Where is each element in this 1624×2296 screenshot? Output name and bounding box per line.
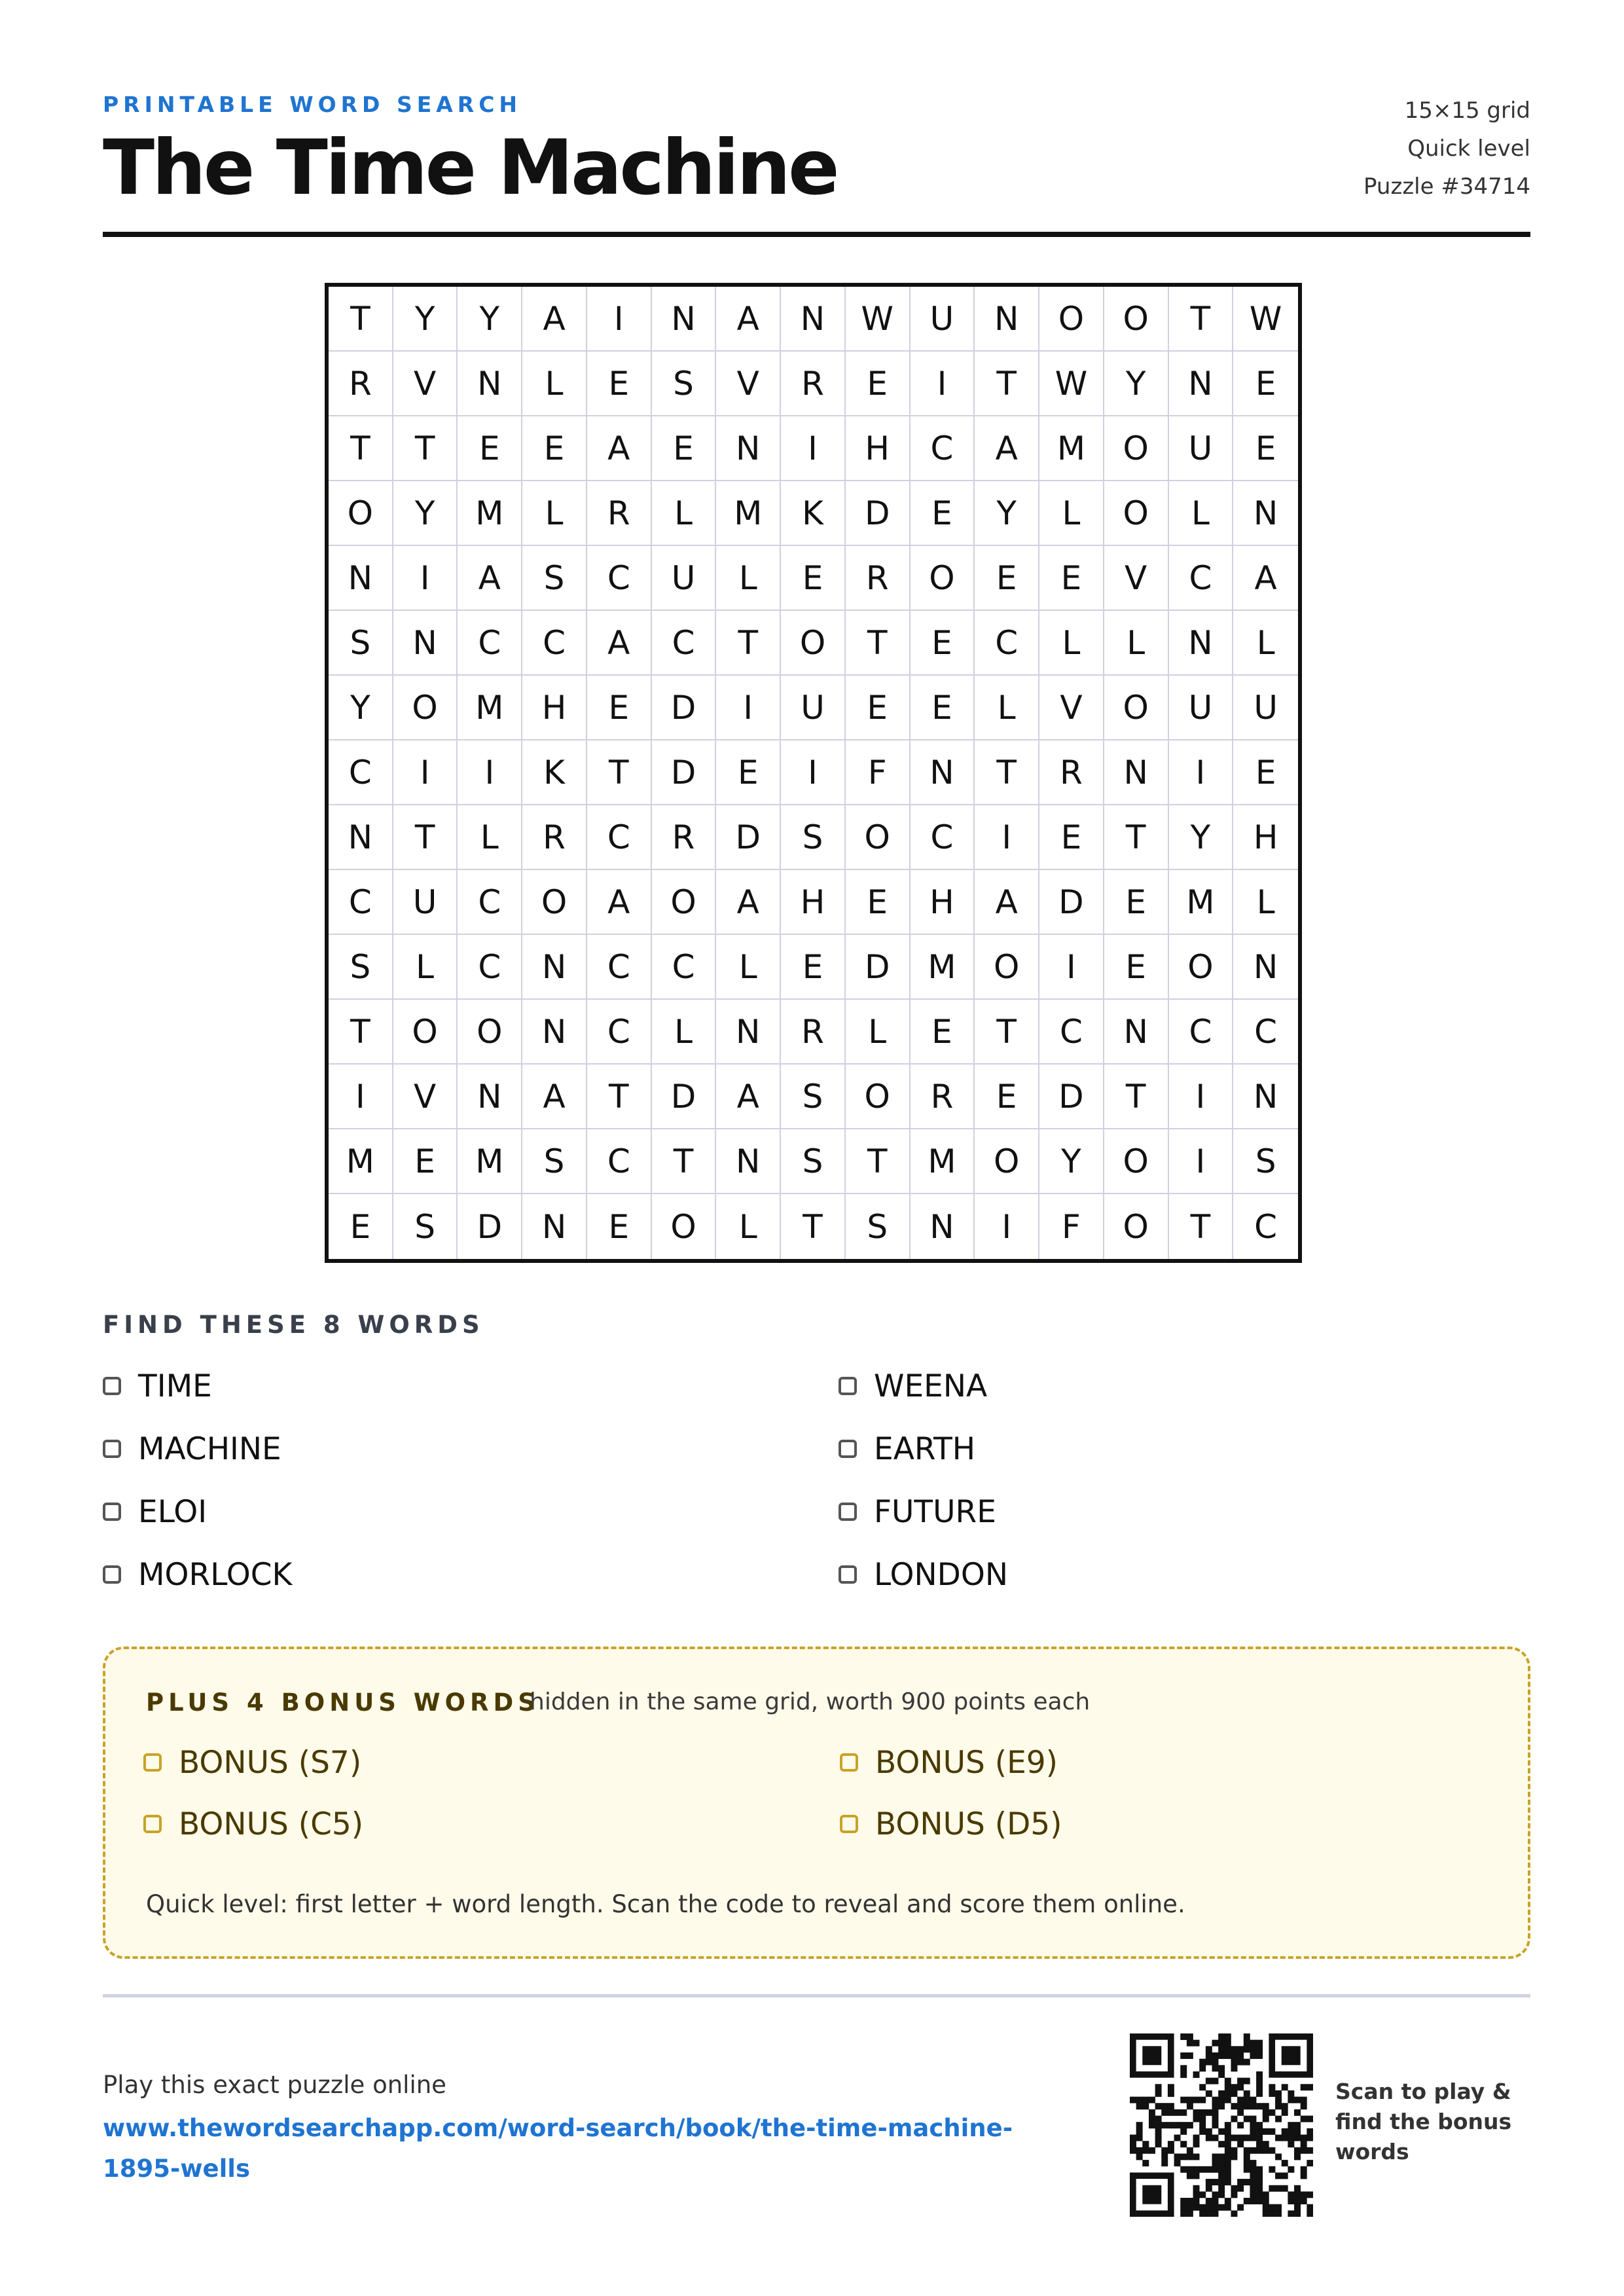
grid-cell[interactable]: M — [716, 481, 781, 546]
grid-cell[interactable]: U — [781, 676, 846, 740]
header — [103, 92, 1530, 237]
grid-cell[interactable]: R — [781, 352, 846, 416]
grid-cell[interactable]: Y — [1169, 805, 1234, 870]
grid-cell[interactable]: C — [1169, 546, 1234, 611]
checkbox-icon[interactable] — [839, 1440, 857, 1458]
grid-cell[interactable]: Y — [975, 481, 1039, 546]
grid-cell[interactable]: L — [652, 1000, 717, 1065]
word-item[interactable] — [839, 1426, 975, 1472]
grid-cell[interactable]: N — [1233, 935, 1298, 1000]
grid-cell[interactable]: R — [522, 805, 587, 870]
grid-cell[interactable]: M — [1039, 416, 1104, 481]
grid-cell[interactable]: A — [716, 287, 781, 352]
grid-cell[interactable]: E — [393, 1129, 458, 1194]
grid-cell[interactable]: T — [329, 1000, 393, 1065]
grid-cell[interactable]: D — [458, 1194, 522, 1259]
grid-cell[interactable]: N — [393, 611, 458, 676]
grid-cell[interactable]: T — [846, 1129, 911, 1194]
grid-cell[interactable]: W — [1233, 287, 1298, 352]
grid-cell[interactable]: E — [781, 935, 846, 1000]
grid-cell[interactable]: N — [522, 935, 587, 1000]
kicker: PRINTABLE WORD SEARCH — [103, 92, 522, 117]
grid-cell[interactable]: O — [458, 1000, 522, 1065]
grid-cell[interactable]: V — [1039, 676, 1104, 740]
grid-cell[interactable]: I — [329, 1065, 393, 1129]
grid-cell[interactable]: U — [1169, 676, 1234, 740]
grid-cell[interactable]: E — [458, 416, 522, 481]
grid-cell[interactable]: I — [781, 740, 846, 805]
grid-cell[interactable]: E — [846, 352, 911, 416]
word-label: EARTH — [874, 1430, 976, 1467]
grid-cell[interactable]: C — [652, 611, 717, 676]
grid-cell[interactable]: E — [846, 676, 911, 740]
grid-cell[interactable]: C — [458, 611, 522, 676]
grid-cell[interactable]: V — [393, 1065, 458, 1129]
header-rule — [103, 232, 1530, 237]
grid-cell[interactable]: L — [393, 935, 458, 1000]
grid-cell[interactable]: R — [652, 805, 717, 870]
grid-cell[interactable]: T — [393, 416, 458, 481]
grid-cell[interactable]: I — [975, 1194, 1039, 1259]
grid-cell[interactable]: S — [781, 1129, 846, 1194]
word-label: TIME — [138, 1368, 212, 1404]
word-item[interactable] — [839, 1489, 996, 1535]
grid-cell[interactable]: N — [1169, 611, 1234, 676]
grid-cell[interactable]: M — [911, 935, 975, 1000]
find-heading: FIND THESE 8 WORDS — [103, 1311, 484, 1339]
grid-cell[interactable]: O — [1104, 416, 1169, 481]
qr-code[interactable] — [1130, 2033, 1313, 2217]
grid-cell[interactable]: C — [587, 805, 652, 870]
word-item[interactable] — [103, 1426, 281, 1472]
grid-cell[interactable]: O — [846, 1065, 911, 1129]
grid-cell[interactable]: U — [393, 870, 458, 935]
grid-cell[interactable]: I — [393, 740, 458, 805]
level: Quick level — [1407, 136, 1530, 162]
grid-cell[interactable]: T — [587, 740, 652, 805]
grid-cell[interactable]: L — [716, 935, 781, 1000]
grid-cell[interactable]: E — [1039, 546, 1104, 611]
grid-cell[interactable]: T — [781, 1194, 846, 1259]
checkbox-icon[interactable] — [839, 1565, 857, 1584]
grid-cell[interactable]: C — [458, 935, 522, 1000]
grid-cell[interactable]: L — [1169, 481, 1234, 546]
bonus-item[interactable] — [143, 1801, 363, 1847]
puzzle-number: Puzzle #34714 — [1363, 173, 1530, 200]
grid-cell[interactable]: M — [458, 676, 522, 740]
grid-cell[interactable]: C — [458, 870, 522, 935]
grid-cell[interactable]: O — [1104, 1194, 1169, 1259]
grid-cell[interactable]: L — [1104, 611, 1169, 676]
grid-cell[interactable]: C — [652, 935, 717, 1000]
grid-cell[interactable]: C — [1233, 1000, 1298, 1065]
word-label: LONDON — [874, 1556, 1009, 1593]
grid-cell[interactable]: E — [781, 546, 846, 611]
grid-cell[interactable]: T — [587, 1065, 652, 1129]
grid-cell[interactable]: L — [522, 481, 587, 546]
grid-cell[interactable]: N — [716, 1000, 781, 1065]
grid-cell[interactable]: O — [522, 870, 587, 935]
grid-cell[interactable]: N — [1104, 740, 1169, 805]
grid-cell[interactable]: U — [1233, 676, 1298, 740]
grid-cell[interactable]: N — [716, 1129, 781, 1194]
grid-cell[interactable]: O — [393, 1000, 458, 1065]
grid-cell[interactable]: U — [911, 287, 975, 352]
grid-cell[interactable]: N — [458, 1065, 522, 1129]
grid-cell[interactable]: T — [652, 1129, 717, 1194]
grid-cell[interactable]: T — [1169, 1194, 1234, 1259]
grid-cell[interactable]: E — [975, 1065, 1039, 1129]
grid-cell[interactable]: S — [522, 1129, 587, 1194]
grid-cell[interactable]: M — [458, 481, 522, 546]
grid-cell[interactable]: L — [716, 546, 781, 611]
grid-cell[interactable]: D — [1039, 1065, 1104, 1129]
grid-cell[interactable]: E — [1039, 805, 1104, 870]
grid-cell[interactable]: S — [329, 611, 393, 676]
checkbox-icon[interactable] — [143, 1815, 162, 1833]
grid-cell[interactable]: I — [781, 416, 846, 481]
grid-cell[interactable]: T — [329, 416, 393, 481]
grid-cell[interactable]: S — [329, 935, 393, 1000]
grid-cell[interactable]: H — [846, 416, 911, 481]
grid-cell[interactable]: E — [846, 870, 911, 935]
grid-cell[interactable]: O — [1169, 935, 1234, 1000]
grid-cell[interactable]: T — [975, 1000, 1039, 1065]
grid-cell[interactable]: I — [1169, 1129, 1234, 1194]
bonus-item[interactable] — [143, 1740, 361, 1785]
grid-cell[interactable]: C — [1254, 1207, 1278, 1246]
bonus-panel — [103, 1647, 1530, 1959]
grid-cell[interactable]: N — [911, 740, 975, 805]
word-label: FUTURE — [874, 1493, 996, 1530]
grid-cell[interactable]: S — [1233, 1129, 1298, 1194]
letter-grid[interactable] — [325, 283, 1302, 1263]
grid-cell[interactable]: I — [1169, 1065, 1234, 1129]
checkbox-icon[interactable] — [103, 1503, 121, 1521]
grid-cell[interactable]: K — [781, 481, 846, 546]
checkbox-icon[interactable] — [840, 1753, 858, 1772]
grid-cell[interactable]: C — [587, 935, 652, 1000]
grid-cell[interactable]: E — [522, 416, 587, 481]
grid-cell[interactable]: L — [458, 805, 522, 870]
word-label: ELOI — [138, 1493, 208, 1530]
grid-cell[interactable]: R — [911, 1065, 975, 1129]
grid-size: 15×15 grid — [1404, 98, 1530, 124]
grid-cell[interactable]: U — [652, 546, 717, 611]
grid-cell[interactable]: O — [1039, 287, 1104, 352]
grid-cell[interactable]: O — [1104, 287, 1169, 352]
grid-cell[interactable]: E — [1104, 935, 1169, 1000]
grid-cell[interactable]: E — [911, 1000, 975, 1065]
grid-cell[interactable]: F — [846, 740, 911, 805]
grid-cell[interactable]: V — [716, 352, 781, 416]
grid-cell[interactable]: N — [522, 1000, 587, 1065]
grid-cell[interactable]: D — [846, 481, 911, 546]
grid-cell[interactable]: O — [393, 676, 458, 740]
grid-cell[interactable]: E — [911, 481, 975, 546]
grid-cell[interactable]: D — [652, 676, 717, 740]
grid-cell[interactable]: N — [716, 416, 781, 481]
grid-cell[interactable]: L — [716, 1194, 781, 1259]
bonus-label: BONUS (D5) — [875, 1806, 1062, 1842]
checkbox-icon[interactable] — [103, 1565, 121, 1584]
grid-cell[interactable]: N — [329, 546, 393, 611]
grid-cell[interactable]: V — [1104, 546, 1169, 611]
puzzle-link[interactable]: www.thewordsearchapp.com/word-search/book/the-time-machine-1895-wells — [103, 2114, 1013, 2183]
checkbox-icon[interactable] — [103, 1377, 121, 1395]
grid-cell[interactable]: I — [1039, 935, 1104, 1000]
grid-cell[interactable]: I — [975, 805, 1039, 870]
grid-cell[interactable]: A — [458, 546, 522, 611]
grid-cell[interactable]: E — [975, 546, 1039, 611]
grid-cell[interactable]: W — [1039, 352, 1104, 416]
checkbox-icon[interactable] — [143, 1753, 162, 1772]
grid-cell[interactable]: N — [1233, 481, 1298, 546]
checkbox-icon[interactable] — [103, 1440, 121, 1458]
grid-cell[interactable]: O — [975, 935, 1039, 1000]
grid-cell[interactable]: N — [1169, 352, 1234, 416]
grid-cell[interactable]: C — [1169, 1000, 1234, 1065]
word-item[interactable] — [839, 1552, 1008, 1597]
grid-cell[interactable]: T — [716, 611, 781, 676]
grid-cell[interactable]: A — [522, 1065, 587, 1129]
grid-cell[interactable]: M — [1169, 870, 1234, 935]
grid-cell[interactable]: L — [1233, 611, 1298, 676]
grid-cell[interactable]: T — [1169, 287, 1234, 352]
grid-cell[interactable]: S — [846, 1194, 911, 1259]
grid-cell[interactable]: Y — [329, 676, 393, 740]
grid-cell[interactable]: N — [1104, 1000, 1169, 1065]
grid-cell[interactable]: S — [652, 352, 717, 416]
grid-cell[interactable]: I — [458, 740, 522, 805]
grid-cell[interactable]: O — [1104, 481, 1169, 546]
grid-cell[interactable]: V — [393, 352, 458, 416]
grid-cell[interactable]: N — [781, 287, 846, 352]
bonus-label: BONUS (E9) — [875, 1744, 1058, 1781]
grid-cell[interactable]: H — [781, 870, 846, 935]
footer-rule — [103, 1994, 1530, 1997]
grid-cell[interactable]: Y — [1104, 352, 1169, 416]
grid-cell[interactable]: E — [1233, 416, 1298, 481]
bonus-item[interactable] — [840, 1740, 1058, 1785]
grid-cell[interactable]: M — [329, 1129, 393, 1194]
grid-cell[interactable]: I — [911, 352, 975, 416]
grid-cell[interactable]: R — [781, 1000, 846, 1065]
grid-cell[interactable]: C — [1039, 1000, 1104, 1065]
grid-cell[interactable]: A — [975, 870, 1039, 935]
grid-cell[interactable]: S — [393, 1194, 458, 1259]
grid-cell[interactable]: C — [911, 416, 975, 481]
grid-cell[interactable]: O — [1104, 1129, 1169, 1194]
grid-cell[interactable]: C — [587, 546, 652, 611]
grid-cell[interactable]: R — [846, 546, 911, 611]
grid-cell[interactable]: O — [329, 481, 393, 546]
grid-cell[interactable]: E — [716, 740, 781, 805]
grid-cell[interactable]: A — [587, 870, 652, 935]
puzzle-meta — [1363, 92, 1530, 206]
checkbox-icon[interactable] — [839, 1377, 857, 1395]
grid-cell[interactable]: N — [458, 352, 522, 416]
grid-cell[interactable]: C — [587, 1000, 652, 1065]
grid-cell[interactable]: O — [652, 870, 717, 935]
grid-cell[interactable]: T — [393, 805, 458, 870]
grid-cell[interactable]: E — [587, 1194, 652, 1259]
grid-cell[interactable]: T — [975, 740, 1039, 805]
play-label: Play this exact puzzle online — [103, 2071, 446, 2099]
word-item[interactable] — [839, 1363, 987, 1409]
grid-cell[interactable]: L — [652, 481, 717, 546]
grid-cell[interactable]: A — [716, 870, 781, 935]
word-item[interactable] — [103, 1489, 207, 1535]
bonus-note: Quick level: first letter + word length. Scan the code to reveal and score them online. — [146, 1890, 1185, 1918]
grid-cell[interactable]: D — [846, 935, 911, 1000]
grid-cell[interactable]: Y — [1039, 1129, 1104, 1194]
grid-cell[interactable]: Y — [393, 481, 458, 546]
word-label: MACHINE — [138, 1430, 281, 1467]
grid-cell[interactable]: I — [587, 287, 652, 352]
grid-cell[interactable]: T — [1104, 805, 1169, 870]
grid-cell[interactable]: W — [846, 287, 911, 352]
grid-cell[interactable]: E — [911, 676, 975, 740]
grid-cell[interactable]: C — [329, 870, 393, 935]
grid-cell[interactable]: O — [1104, 676, 1169, 740]
grid-cell[interactable]: K — [522, 740, 587, 805]
grid-cell[interactable]: A — [1233, 546, 1298, 611]
grid-cell[interactable]: H — [1233, 805, 1298, 870]
grid-cell[interactable]: E — [1233, 352, 1298, 416]
grid-cell[interactable]: E — [911, 611, 975, 676]
grid-cell[interactable]: O — [652, 1194, 717, 1259]
grid-cell[interactable]: A — [522, 287, 587, 352]
word-item[interactable] — [103, 1363, 212, 1409]
grid-cell[interactable]: D — [652, 740, 717, 805]
checkbox-icon[interactable] — [840, 1815, 858, 1833]
grid-cell[interactable]: R — [587, 481, 652, 546]
bonus-label: BONUS (C5) — [179, 1806, 364, 1842]
grid-cell[interactable]: C — [911, 805, 975, 870]
bonus-heading: PLUS 4 BONUS WORDS — [146, 1688, 540, 1717]
checkbox-icon[interactable] — [839, 1503, 857, 1521]
grid-cell[interactable]: E — [329, 1194, 393, 1259]
grid-cell[interactable]: N — [975, 287, 1039, 352]
grid-cell[interactable]: E — [652, 416, 717, 481]
grid-cell[interactable]: O — [846, 805, 911, 870]
grid-cell[interactable]: D — [652, 1065, 717, 1129]
grid-cell[interactable]: L — [1039, 481, 1104, 546]
grid-cell[interactable]: H — [522, 676, 587, 740]
grid-cell[interactable]: Y — [393, 287, 458, 352]
grid-cell[interactable]: I — [716, 676, 781, 740]
grid-cell[interactable]: N — [1233, 1065, 1298, 1129]
grid-cell[interactable]: R — [1039, 740, 1104, 805]
grid-cell[interactable]: E — [1104, 870, 1169, 935]
grid-cell[interactable]: T — [1104, 1065, 1169, 1129]
grid-cell[interactable]: O — [975, 1129, 1039, 1194]
grid-cell[interactable]: D — [716, 805, 781, 870]
word-item[interactable] — [103, 1552, 292, 1597]
grid-cell[interactable]: N — [522, 1194, 587, 1259]
grid-cell[interactable]: A — [975, 416, 1039, 481]
grid-cell[interactable]: A — [716, 1065, 781, 1129]
grid-cell[interactable]: A — [587, 611, 652, 676]
bonus-subtitle: hidden in the same grid, worth 900 points each — [530, 1688, 1091, 1715]
grid-cell[interactable]: T — [975, 352, 1039, 416]
grid-cell[interactable]: C — [329, 740, 393, 805]
grid-cell[interactable]: U — [1169, 416, 1234, 481]
word-label: MORLOCK — [138, 1556, 293, 1593]
grid-cell[interactable]: N — [911, 1194, 975, 1259]
grid-cell[interactable]: M — [458, 1129, 522, 1194]
bonus-item[interactable] — [840, 1801, 1062, 1847]
grid-cell[interactable]: L — [975, 676, 1039, 740]
grid-cell[interactable]: Y — [458, 287, 522, 352]
grid-cell[interactable]: C — [522, 611, 587, 676]
grid-cell[interactable]: N — [329, 805, 393, 870]
grid-cell[interactable]: L — [522, 352, 587, 416]
grid-cell[interactable]: L — [846, 1000, 911, 1065]
grid-cell[interactable]: I — [1169, 740, 1234, 805]
grid-cell[interactable]: E — [587, 352, 652, 416]
grid-cell[interactable]: O — [911, 546, 975, 611]
grid-cell[interactable]: A — [587, 416, 652, 481]
grid-cell[interactable]: T — [846, 611, 911, 676]
grid-cell[interactable]: S — [781, 1065, 846, 1129]
qr-caption: Scan to play & find the bonus words — [1335, 2079, 1512, 2164]
grid-cell[interactable]: L — [1039, 611, 1104, 676]
grid-cell[interactable]: T — [329, 287, 393, 352]
grid-cell[interactable]: C — [587, 1129, 652, 1194]
page-title: The Time Machine — [103, 124, 837, 212]
grid-cell[interactable]: M — [911, 1129, 975, 1194]
grid-cell[interactable]: I — [393, 546, 458, 611]
grid-cell[interactable]: S — [522, 546, 587, 611]
word-list — [103, 1363, 1019, 1625]
grid-cell[interactable]: F — [1039, 1194, 1104, 1259]
word-label: WEENA — [874, 1368, 988, 1404]
grid-cell[interactable]: D — [1039, 870, 1104, 935]
grid-cell[interactable]: O — [781, 611, 846, 676]
grid-cell[interactable]: S — [781, 805, 846, 870]
grid-cell[interactable]: H — [911, 870, 975, 935]
bonus-label: BONUS (S7) — [179, 1744, 362, 1781]
grid-cell[interactable]: R — [329, 352, 393, 416]
grid-cell[interactable]: E — [1233, 740, 1298, 805]
grid-cell[interactable]: N — [652, 287, 717, 352]
grid-cell[interactable]: L — [1233, 870, 1298, 935]
grid-cell[interactable]: E — [587, 676, 652, 740]
grid-cell[interactable]: C — [975, 611, 1039, 676]
